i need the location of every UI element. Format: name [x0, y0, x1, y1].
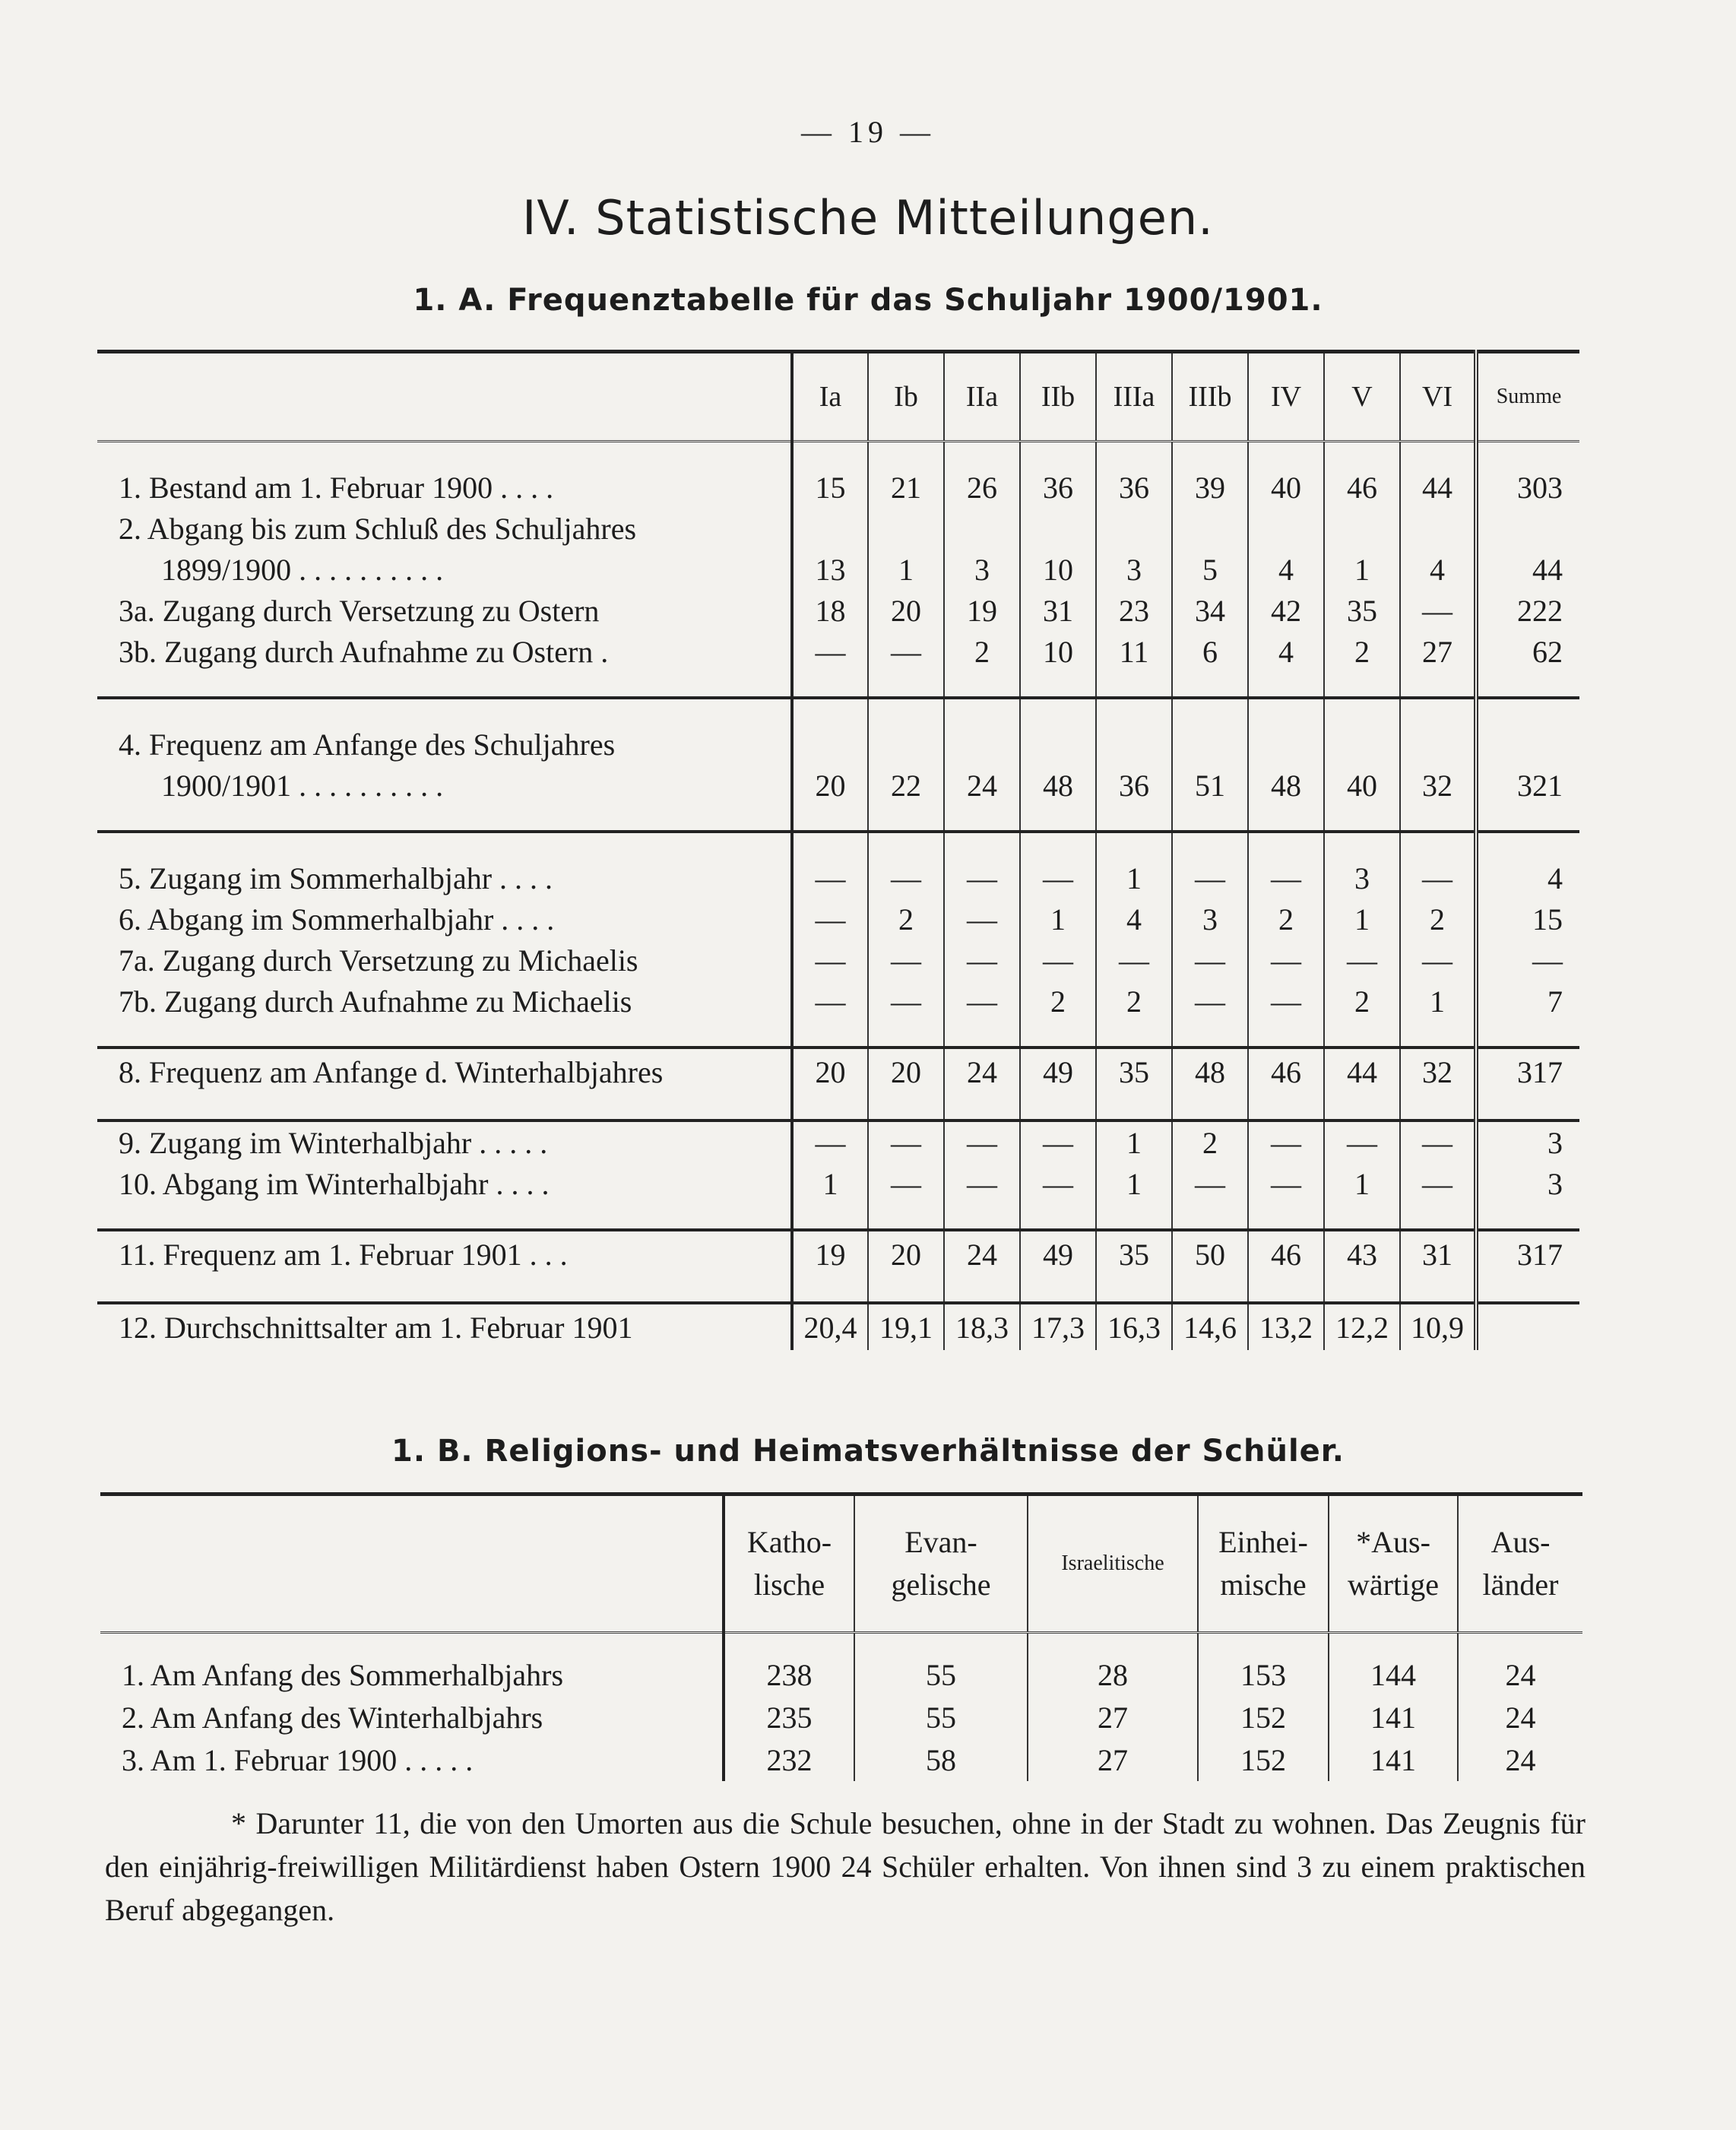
cell: 27 [1028, 1739, 1198, 1781]
cell: 2 [1400, 899, 1476, 940]
section-a-heading: 1. A. Frequenztabelle für das Schuljahr 1900/1901. [413, 283, 1323, 318]
cell: 3 [944, 549, 1020, 590]
col-header-summe: Summe [1476, 352, 1579, 442]
cell: — [868, 940, 944, 981]
footnote [105, 1802, 1586, 1932]
table-row [100, 1696, 1582, 1739]
col-header: Katho- lische [724, 1494, 854, 1633]
cell: 46 [1248, 1230, 1324, 1277]
table-header [100, 1494, 1582, 1633]
cell: 28 [1028, 1653, 1198, 1696]
cell-sum: 3 [1476, 1120, 1579, 1163]
cell: 2 [944, 631, 1020, 672]
cell-sum: 303 [1476, 467, 1579, 508]
col-header: Ib [868, 352, 944, 442]
cell: 19 [792, 1230, 868, 1277]
cell: 39 [1172, 467, 1248, 508]
cell: — [1172, 1163, 1248, 1204]
cell: 4 [1248, 549, 1324, 590]
cell: — [1172, 981, 1248, 1022]
table-row [97, 899, 1579, 940]
cell: — [868, 631, 944, 672]
col-header: IIIa [1096, 352, 1172, 442]
row-label: 7b. Zugang durch Aufnahme zu Michaelis [119, 984, 632, 1019]
col-header: *Aus- wärtige [1329, 1494, 1458, 1633]
religion-table [100, 1492, 1582, 1781]
row-label: 1. Bestand am 1. Februar 1900 . . . . [119, 470, 554, 505]
page-title: IV. Statistische Mitteilungen. [522, 190, 1214, 246]
cell: 1 [1096, 857, 1172, 899]
cell: 1 [1324, 1163, 1400, 1204]
col-header: IV [1248, 352, 1324, 442]
cell: 18,3 [944, 1303, 1020, 1350]
col-header: Aus- länder [1458, 1494, 1582, 1633]
cell: — [1248, 940, 1324, 981]
cell: — [868, 857, 944, 899]
row-label: 10. Abgang im Winterhalbjahr . . . . [119, 1166, 550, 1201]
cell-sum: 15 [1476, 899, 1579, 940]
cell: 11 [1096, 631, 1172, 672]
cell: — [868, 1163, 944, 1204]
row-label: 3. Am 1. Februar 1900 . . . . . [122, 1742, 474, 1777]
cell: 152 [1198, 1739, 1329, 1781]
table-row [97, 631, 1579, 672]
row-label: 3a. Zugang durch Versetzung zu Ostern [119, 593, 600, 628]
cell: 13,2 [1248, 1303, 1324, 1350]
cell: 1 [868, 549, 944, 590]
table-row [97, 1048, 1579, 1095]
cell: — [1324, 1120, 1400, 1163]
cell: 15 [792, 467, 868, 508]
table-row [97, 508, 1579, 549]
cell: 1 [792, 1163, 868, 1204]
table-row [97, 1230, 1579, 1277]
cell: 3 [1324, 857, 1400, 899]
cell: 2 [1096, 981, 1172, 1022]
cell: 21 [868, 467, 944, 508]
cell: 48 [1020, 765, 1096, 806]
cell: 10 [1020, 549, 1096, 590]
cell: — [1248, 981, 1324, 1022]
cell: — [792, 899, 868, 940]
cell: — [944, 1163, 1020, 1204]
cell: 153 [1198, 1653, 1329, 1696]
cell: 238 [724, 1653, 854, 1696]
cell: 58 [854, 1739, 1028, 1781]
col-header: Einhei- mische [1198, 1494, 1329, 1633]
col-header: IIa [944, 352, 1020, 442]
cell-sum: — [1476, 940, 1579, 981]
cell: 55 [854, 1696, 1028, 1739]
cell: 4 [1096, 899, 1172, 940]
cell: — [1400, 857, 1476, 899]
col-header: VI [1400, 352, 1476, 442]
cell: 46 [1248, 1048, 1324, 1095]
cell: 18 [792, 590, 868, 631]
cell: 2 [1172, 1120, 1248, 1163]
cell: 4 [1248, 631, 1324, 672]
row-label: 4. Frequenz am Anfange des Schuljahres [119, 727, 616, 762]
row-label: 12. Durchschnittsalter am 1. Februar 1901 [119, 1310, 633, 1345]
cell: 24 [1458, 1739, 1582, 1781]
section-b-heading: 1. B. Religions- und Heimatsverhältnisse der Schüler. [391, 1434, 1345, 1469]
cell: 24 [1458, 1653, 1582, 1696]
cell: 20 [868, 1048, 944, 1095]
cell: 26 [944, 467, 1020, 508]
cell: 12,2 [1324, 1303, 1400, 1350]
table-row [97, 940, 1579, 981]
cell: — [1400, 590, 1476, 631]
cell-sum: 7 [1476, 981, 1579, 1022]
cell: 17,3 [1020, 1303, 1096, 1350]
cell: — [1096, 940, 1172, 981]
cell-sum: 44 [1476, 549, 1579, 590]
cell: 22 [868, 765, 944, 806]
cell: 48 [1248, 765, 1324, 806]
cell: 2 [1324, 631, 1400, 672]
cell: 20 [792, 1048, 868, 1095]
row-label: 5. Zugang im Sommerhalbjahr . . . . [119, 861, 553, 895]
cell: 10,9 [1400, 1303, 1476, 1350]
cell: 19,1 [868, 1303, 944, 1350]
cell: — [1324, 940, 1400, 981]
cell: — [792, 981, 868, 1022]
cell: 1 [1020, 899, 1096, 940]
cell: 1 [1324, 899, 1400, 940]
cell: 20 [868, 590, 944, 631]
table-row [97, 549, 1579, 590]
cell: 24 [944, 765, 1020, 806]
cell: 20 [868, 1230, 944, 1277]
cell: 36 [1096, 765, 1172, 806]
table-row [97, 1303, 1579, 1350]
cell: 35 [1324, 590, 1400, 631]
cell: — [1020, 857, 1096, 899]
cell: 6 [1172, 631, 1248, 672]
cell: 27 [1400, 631, 1476, 672]
cell: 32 [1400, 1048, 1476, 1095]
row-label: 9. Zugang im Winterhalbjahr . . . . . [119, 1125, 548, 1160]
row-label: 7a. Zugang durch Versetzung zu Michaelis [119, 943, 638, 978]
cell: 20 [792, 765, 868, 806]
cell: — [1020, 940, 1096, 981]
cell: — [792, 1120, 868, 1163]
cell: 1 [1096, 1120, 1172, 1163]
cell: 44 [1324, 1048, 1400, 1095]
cell: 32 [1400, 765, 1476, 806]
cell: — [1020, 1163, 1096, 1204]
cell: 43 [1324, 1230, 1400, 1277]
col-header: IIb [1020, 352, 1096, 442]
cell-sum: 317 [1476, 1048, 1579, 1095]
cell: 35 [1096, 1048, 1172, 1095]
cell: 235 [724, 1696, 854, 1739]
cell: 55 [854, 1653, 1028, 1696]
cell: 35 [1096, 1230, 1172, 1277]
cell: 1 [1324, 549, 1400, 590]
cell: 50 [1172, 1230, 1248, 1277]
cell: 4 [1400, 549, 1476, 590]
footnote-text: * Darunter 11, die von den Umorten aus die Schule besuchen, ohne in der Stadt zu wohnen. Das Zeugnis für den einjährig-freiwilligen Militärdienst haben Ostern 1900 24 Schüler erhalten. Von ihnen sind 3 zu einem praktischen Beruf abgegangen. [105, 1806, 1586, 1927]
cell-sum: 317 [1476, 1230, 1579, 1277]
page-number: — 19 — [801, 115, 935, 149]
cell: — [868, 1120, 944, 1163]
cell: — [792, 631, 868, 672]
cell: 23 [1096, 590, 1172, 631]
cell: 2 [1324, 981, 1400, 1022]
cell: 31 [1400, 1230, 1476, 1277]
table-row [97, 857, 1579, 899]
cell: — [1172, 857, 1248, 899]
cell: — [792, 940, 868, 981]
cell: — [1400, 940, 1476, 981]
cell: — [944, 1120, 1020, 1163]
cell: 1 [1400, 981, 1476, 1022]
cell: 5 [1172, 549, 1248, 590]
table-header [97, 352, 1579, 442]
row-label-cont: 1899/1900 . . . . . . . . . . [161, 552, 444, 587]
cell: — [1400, 1163, 1476, 1204]
cell: 3 [1172, 899, 1248, 940]
table-row [97, 724, 1579, 765]
col-header: Evan- gelische [854, 1494, 1028, 1633]
cell: 44 [1400, 467, 1476, 508]
cell: 31 [1020, 590, 1096, 631]
cell: 24 [1458, 1696, 1582, 1739]
cell-sum: 3 [1476, 1163, 1579, 1204]
cell: 46 [1324, 467, 1400, 508]
cell-sum: 222 [1476, 590, 1579, 631]
cell: 2 [868, 899, 944, 940]
cell: — [1248, 1120, 1324, 1163]
col-header: Israelitische [1028, 1494, 1198, 1633]
row-label: 8. Frequenz am Anfange d. Winterhalbjahres [119, 1054, 664, 1089]
cell: 152 [1198, 1696, 1329, 1739]
cell: 10 [1020, 631, 1096, 672]
cell: — [868, 981, 944, 1022]
cell: — [1248, 1163, 1324, 1204]
row-label: 2. Abgang bis zum Schluß des Schuljahres [119, 511, 637, 546]
cell: 3 [1096, 549, 1172, 590]
cell: 24 [944, 1230, 1020, 1277]
cell: 141 [1329, 1696, 1458, 1739]
cell: — [1400, 1120, 1476, 1163]
cell: — [1020, 1120, 1096, 1163]
cell-sum: 321 [1476, 765, 1579, 806]
frequency-table [97, 350, 1579, 1350]
cell: 2 [1248, 899, 1324, 940]
cell: 34 [1172, 590, 1248, 631]
cell: 232 [724, 1739, 854, 1781]
cell: — [1248, 857, 1324, 899]
cell: — [1172, 940, 1248, 981]
col-header: IIIb [1172, 352, 1248, 442]
cell: 49 [1020, 1048, 1096, 1095]
col-header: Ia [792, 352, 868, 442]
cell: 144 [1329, 1653, 1458, 1696]
cell: 14,6 [1172, 1303, 1248, 1350]
row-label: 3b. Zugang durch Aufnahme zu Ostern . [119, 634, 609, 669]
cell: 19 [944, 590, 1020, 631]
cell: 24 [944, 1048, 1020, 1095]
table-row [97, 467, 1579, 508]
cell: — [944, 981, 1020, 1022]
cell: — [944, 899, 1020, 940]
cell: 13 [792, 549, 868, 590]
row-label: 2. Am Anfang des Winterhalbjahrs [122, 1700, 543, 1735]
table-row [100, 1653, 1582, 1696]
cell: 1 [1096, 1163, 1172, 1204]
cell: 48 [1172, 1048, 1248, 1095]
cell: 51 [1172, 765, 1248, 806]
table-row [97, 1120, 1579, 1163]
cell: 36 [1096, 467, 1172, 508]
cell: — [792, 857, 868, 899]
cell-sum: 4 [1476, 857, 1579, 899]
row-label: 11. Frequenz am 1. Februar 1901 . . . [119, 1237, 568, 1272]
cell: 16,3 [1096, 1303, 1172, 1350]
cell-sum [1476, 1303, 1579, 1350]
col-header: V [1324, 352, 1400, 442]
table-row [97, 765, 1579, 806]
row-label: 6. Abgang im Sommerhalbjahr . . . . [119, 902, 555, 937]
cell: 49 [1020, 1230, 1096, 1277]
cell: 20,4 [792, 1303, 868, 1350]
cell: 141 [1329, 1739, 1458, 1781]
cell: — [944, 940, 1020, 981]
cell: 27 [1028, 1696, 1198, 1739]
cell: 40 [1324, 765, 1400, 806]
table-row [100, 1739, 1582, 1781]
cell: — [944, 857, 1020, 899]
table-row [97, 590, 1579, 631]
cell-sum: 62 [1476, 631, 1579, 672]
table-row [97, 981, 1579, 1022]
row-label: 1. Am Anfang des Sommerhalbjahrs [122, 1657, 564, 1692]
cell: 42 [1248, 590, 1324, 631]
row-label-cont: 1900/1901 . . . . . . . . . . [161, 768, 444, 803]
cell: 36 [1020, 467, 1096, 508]
table-row [97, 1163, 1579, 1204]
cell: 40 [1248, 467, 1324, 508]
cell: 2 [1020, 981, 1096, 1022]
